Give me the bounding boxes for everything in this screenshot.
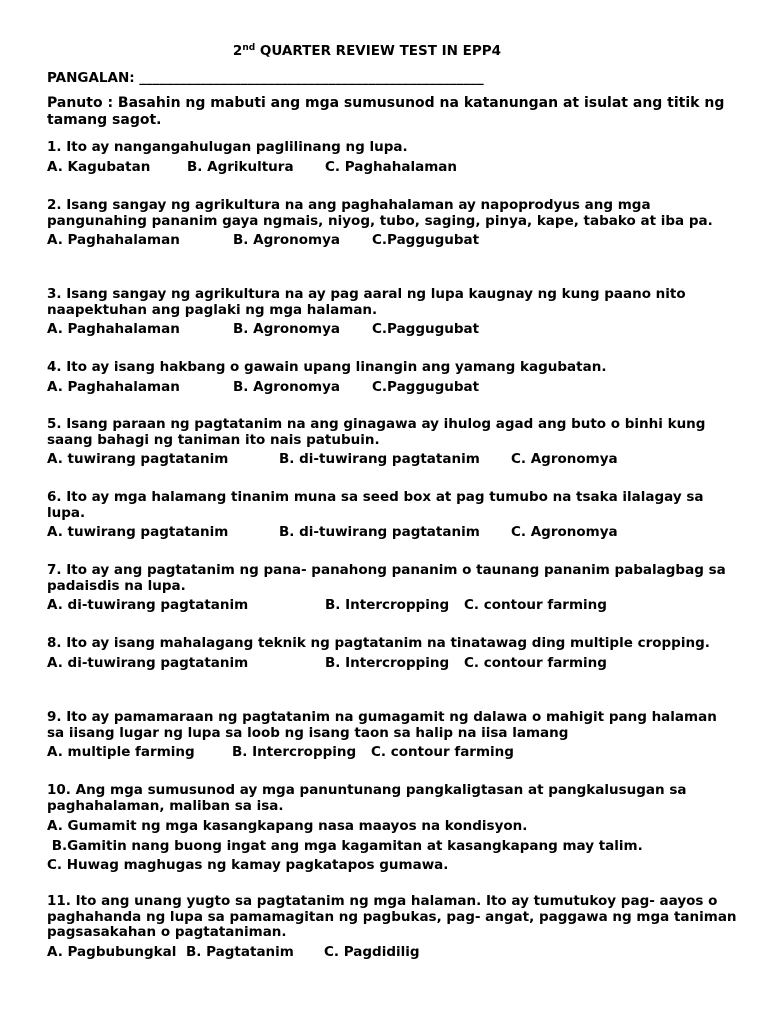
options	[47, 524, 737, 541]
option-a: A. di-tuwirang pagtatanim	[47, 654, 249, 671]
options	[47, 944, 737, 961]
question-stem: 1. Ito ay nangangahulugan paglilinang ng lupa.	[47, 139, 408, 155]
question-stem: 9. Ito ay pamamaraan ng pagtatanim na gumagamit ng dalawa o mahigit pang halaman sa iisang lugar ng lupa sa loob ng isang taon sa halip na iisa lamang	[47, 709, 717, 741]
option-b: B. Intercropping	[232, 744, 357, 760]
options	[47, 817, 737, 876]
option-b: B. Agrikultura	[187, 158, 294, 175]
option-c: C. Agronomya	[511, 524, 618, 540]
question-1	[47, 140, 737, 176]
option-c: C. contour farming	[464, 597, 607, 613]
question-2	[47, 198, 737, 249]
title-prefix: 2	[232, 43, 243, 59]
options	[47, 597, 737, 614]
option-a: A. Gumamit ng mga kasangkapang nasa maayos na kondisyon.	[47, 818, 528, 834]
option-a: A. tuwirang pagtatanim	[47, 524, 229, 540]
option-c: C.Paggugubat	[372, 378, 480, 395]
question-stem: 11. Ito ang unang yugto sa pagtatanim ng mga halaman. Ito ay tumutukoy pag- aayos o paghahanda ng lupa sa pamamagitan ng pagbukas, pag- angat, paggawa ng mga taniman pagsasakahan o pagtataniman.	[47, 893, 737, 940]
options	[47, 379, 737, 396]
question-stem: 6. Ito ay mga halamang tinanim muna sa seed box at pag tumubo na tsaka ilalagay sa lupa.	[47, 489, 704, 521]
option-c: C.Paggugubat	[372, 232, 480, 248]
question-stem: 3. Isang sangay ng agrikultura na ay pag aaral ng lupa kaugnay ng kung paano nito naapektuhan ang paglaki ng mga halaman.	[47, 286, 686, 318]
instructions: Panuto : Basahin ng mabuti ang mga sumusunod na katanungan at isulat ang titik ng tamang sagot.	[47, 95, 725, 128]
option-b: B. Pagtatanim	[186, 943, 294, 960]
options	[47, 655, 737, 672]
option-b: B. Intercropping	[325, 654, 450, 671]
option-a: A. Kagubatan	[47, 158, 151, 175]
option-a: A. Pagbubungkal	[47, 943, 177, 960]
option-a: A. di-tuwirang pagtatanim	[47, 597, 249, 613]
option-c: C. contour farming	[464, 654, 607, 671]
option-c: C. Pagdidilig	[324, 943, 420, 960]
options	[47, 451, 737, 468]
question-4	[47, 360, 737, 396]
name-field: PANGALAN: ___________________________________________________	[47, 70, 484, 86]
question-stem: 2. Isang sangay ng agrikultura na ang paghahalaman ay napoprodyus ang mga pangunahing pananim gaya ngmais, niyog, tubo, saging, pinya, kape, tabako at iba pa.	[47, 197, 713, 229]
title-text: QUARTER REVIEW TEST IN EPP4	[255, 43, 502, 59]
options	[47, 321, 737, 338]
question-9	[47, 710, 737, 761]
question-7	[47, 563, 737, 614]
options	[47, 159, 737, 176]
question-stem: 4. Ito ay isang hakbang o gawain upang linangin ang yamang kagubatan.	[47, 359, 607, 375]
question-stem: 7. Ito ay ang pagtatanim ng pana- panahong pananim o taunang pananim pabalagbag sa padaisdis na lupa.	[47, 562, 726, 594]
question-stem: 5. Isang paraan ng pagtatanim na ang ginagawa ay ihulog agad ang buto o binhi kung saang bahagi ng taniman ito nais patubuin.	[47, 416, 706, 448]
title-superscript: nd	[242, 43, 256, 53]
option-a: A. Paghahalaman	[47, 378, 180, 395]
option-a: A. multiple farming	[47, 744, 195, 760]
option-b: B. Agronomya	[233, 321, 341, 337]
option-a: A. tuwirang pagtatanim	[47, 451, 229, 467]
option-b: B. di-tuwirang pagtatanim	[279, 451, 480, 467]
page-title	[47, 43, 687, 60]
option-c: C. Paghahalaman	[325, 158, 458, 175]
option-b: B. Agronomya	[233, 378, 341, 395]
option-a: A. Paghahalaman	[47, 232, 180, 248]
option-c: C. Huwag maghugas ng kamay pagkatapos gumawa.	[47, 857, 449, 873]
question-stem: 8. Ito ay isang mahalagang teknik ng pagtatanim na tinatawag ding multiple cropping.	[47, 635, 710, 651]
option-c: C. contour farming	[371, 744, 514, 760]
options	[47, 232, 737, 249]
question-5	[47, 417, 737, 468]
option-a: A. Paghahalaman	[47, 321, 180, 337]
option-b: B.Gamitin nang buong ingat ang mga kagamitan at kasangkapang may talim.	[47, 837, 643, 854]
option-c: C.Paggugubat	[372, 321, 480, 337]
option-b: B. Intercropping	[325, 597, 450, 613]
question-3	[47, 287, 737, 338]
question-10	[47, 783, 737, 876]
option-c: C. Agronomya	[511, 451, 618, 467]
question-6	[47, 490, 737, 541]
option-b: B. Agronomya	[233, 232, 341, 248]
question-stem: 10. Ang mga sumusunod ay mga panuntunang pangkaligtasan at pangkalusugan sa paghahalaman, maliban sa isa.	[47, 782, 687, 814]
option-b: B. di-tuwirang pagtatanim	[279, 524, 480, 540]
question-8	[47, 636, 737, 672]
options	[47, 744, 737, 761]
question-11	[47, 894, 737, 961]
